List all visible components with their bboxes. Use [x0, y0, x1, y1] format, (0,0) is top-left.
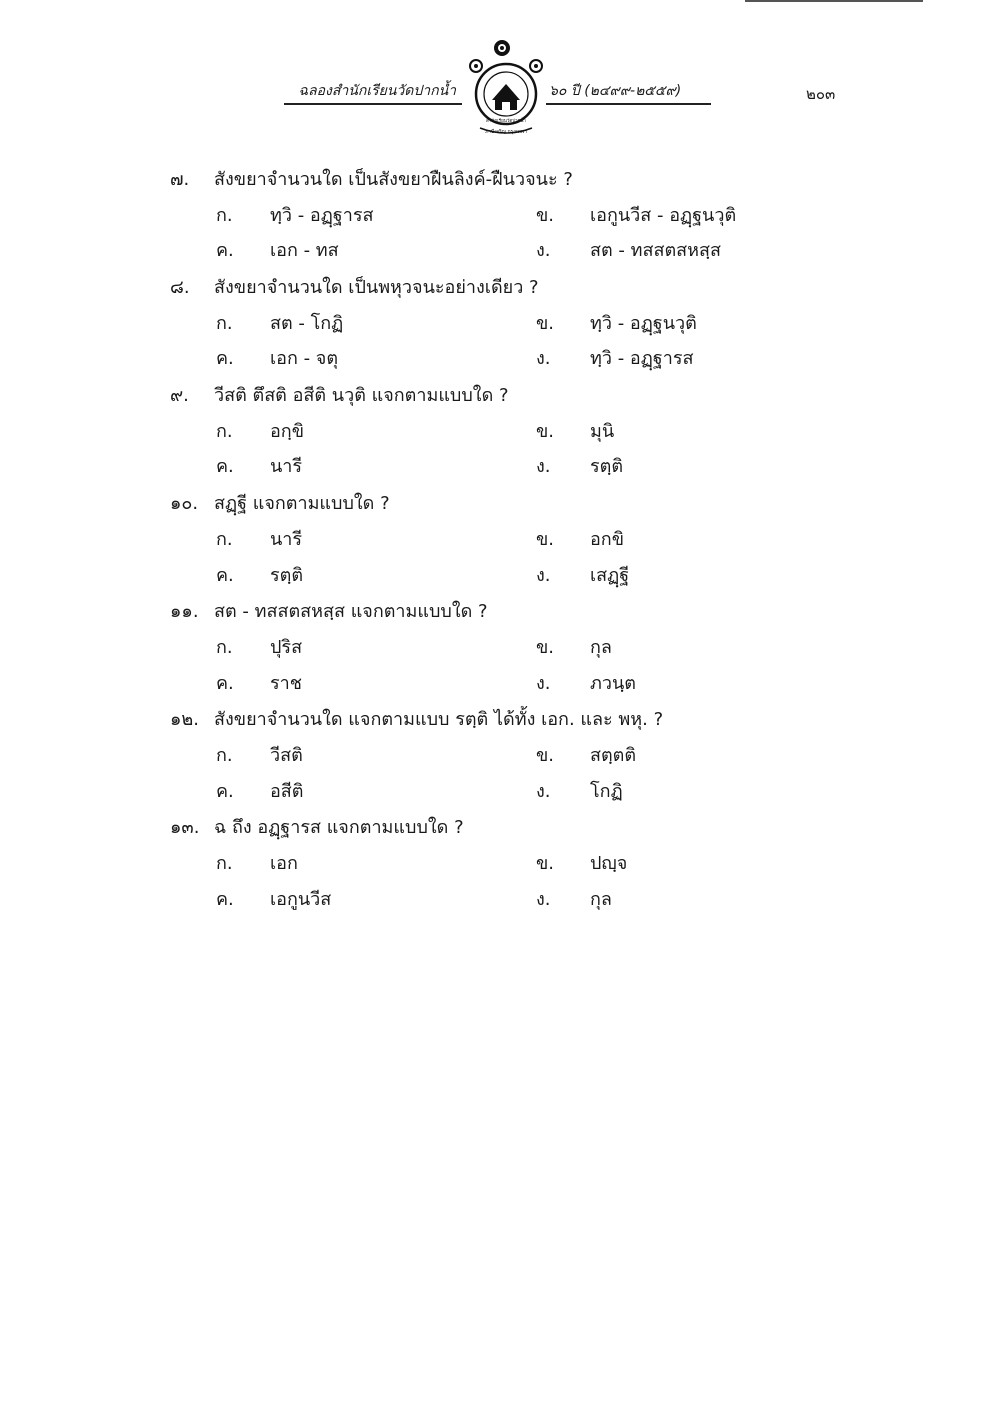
option-a — [216, 420, 304, 444]
question-text: ฉ ถึง อฏฺฐารส แจกตามแบบใด ? — [214, 817, 464, 838]
option-text: รตฺติ — [270, 565, 304, 586]
option-text: ทฺวิ - อฏฺฐารส — [270, 205, 374, 226]
header-right-title: ๖๐ ปี (๒๔๙๙-๒๕๕๙) — [549, 83, 682, 99]
option-a — [216, 636, 302, 660]
option-text: เอก - ทส — [270, 240, 339, 261]
question-7 — [170, 168, 573, 192]
option-a — [216, 204, 374, 228]
option-d — [536, 672, 636, 696]
top-edge-rule — [745, 0, 923, 2]
option-letter: ข. — [536, 421, 555, 442]
option-text: อกขิ — [590, 529, 625, 550]
option-text: วีสติ — [270, 745, 303, 766]
option-letter: ง. — [536, 240, 551, 261]
option-d — [536, 564, 629, 588]
option-c — [216, 239, 339, 263]
option-letter: ก. — [216, 853, 233, 874]
seal-inscription-top: สำนักเรียนวัดปากน้ำ — [486, 119, 526, 124]
option-letter: ข. — [536, 529, 555, 550]
option-letter: ง. — [536, 456, 551, 477]
option-letter: ข. — [536, 205, 555, 226]
option-letter: ก. — [216, 529, 233, 550]
option-b — [536, 528, 624, 552]
option-c — [216, 780, 304, 804]
option-text: สต - โกฏิ — [270, 313, 344, 334]
option-b — [536, 312, 697, 336]
question-number: ๑๓. — [170, 817, 200, 838]
option-text: นารี — [270, 456, 303, 477]
option-letter: ก. — [216, 637, 233, 658]
option-letter: ค. — [216, 565, 234, 586]
option-letter: ก. — [216, 745, 233, 766]
option-letter: ง. — [536, 565, 551, 586]
question-text: สฏฺฐี แจกตามแบบใด ? — [214, 493, 390, 514]
option-letter: ค. — [216, 781, 234, 802]
question-number: ๑๐. — [170, 493, 199, 514]
page-header — [0, 30, 1000, 140]
option-b — [536, 204, 736, 228]
option-text: เอกูนวีส - อฏฺฐนวุติ — [590, 205, 737, 226]
option-c — [216, 888, 331, 912]
question-text: สังขยาจำนวนใด เป็นสังขยาฝืนลิงค์-ฝืนวจนะ ? — [214, 169, 573, 190]
option-text: เอก - จตุ — [270, 348, 339, 369]
option-text: โกฏิ — [590, 781, 623, 802]
option-text: สตฺตติ — [590, 745, 637, 766]
option-text: สต - ทสสตสหสฺส — [590, 240, 721, 261]
question-9 — [170, 384, 509, 408]
option-text: กุล — [590, 889, 612, 910]
option-letter: ง. — [536, 781, 551, 802]
header-left-title: ฉลองสำนักเรียนวัดปากน้ำ — [298, 83, 456, 99]
option-letter: ค. — [216, 240, 234, 261]
option-c — [216, 347, 338, 371]
option-letter: ค. — [216, 889, 234, 910]
option-text: ปุริส — [270, 637, 303, 658]
option-letter: ข. — [536, 313, 555, 334]
question-text: วีสติ ตึสติ อสีติ นวุติ แจกตามแบบใด ? — [214, 385, 509, 406]
option-letter: ก. — [216, 205, 233, 226]
question-number: ๘. — [170, 277, 190, 298]
option-text: อกฺขิ — [270, 421, 305, 442]
option-letter: ก. — [216, 421, 233, 442]
option-letter: ค. — [216, 456, 234, 477]
seal-inscription: ภาษีเจริญ กรุงเทพฯ — [485, 129, 527, 135]
option-letter: ง. — [536, 889, 551, 910]
option-letter: ข. — [536, 853, 555, 874]
question-10 — [170, 492, 390, 516]
option-text: เอกูนวีส — [270, 889, 332, 910]
option-d — [536, 888, 612, 912]
option-text: กุล — [590, 637, 612, 658]
option-letter: ก. — [216, 313, 233, 334]
question-8 — [170, 276, 539, 300]
question-number: ๑๒. — [170, 709, 200, 730]
option-d — [536, 455, 623, 479]
option-c — [216, 672, 302, 696]
option-text: ปญฺจ — [590, 853, 628, 874]
option-a — [216, 744, 303, 768]
option-text: ภวนฺต — [590, 673, 636, 694]
option-letter: ค. — [216, 348, 234, 369]
question-number: ๑๑. — [170, 601, 199, 622]
question-text: สังขยาจำนวนใด เป็นพหุวจนะอย่างเดียว ? — [214, 277, 539, 298]
option-d — [536, 347, 694, 371]
option-text: อสีติ — [270, 781, 304, 802]
question-text: สังขยาจำนวนใด แจกตามแบบ รตฺติ ได้ทั้ง เอก. และ พหุ. ? — [214, 709, 664, 730]
option-text: เสฏฺฐี — [590, 565, 630, 586]
option-b — [536, 636, 612, 660]
option-text: นารี — [270, 529, 303, 550]
option-c — [216, 455, 302, 479]
option-letter: ง. — [536, 348, 551, 369]
option-letter: ง. — [536, 673, 551, 694]
option-d — [536, 780, 623, 804]
option-b — [536, 744, 636, 768]
page-number: ๒๐๓ — [806, 85, 836, 103]
option-text: ราช — [270, 673, 302, 694]
option-text: มุนิ — [590, 421, 615, 442]
option-c — [216, 564, 303, 588]
option-a — [216, 312, 343, 336]
question-text: สต - ทสสตสหสฺส แจกตามแบบใด ? — [214, 601, 488, 622]
option-letter: ข. — [536, 745, 555, 766]
option-b — [536, 420, 614, 444]
option-b — [536, 852, 627, 876]
header-right-underline — [546, 103, 711, 105]
option-a — [216, 852, 298, 876]
option-d — [536, 239, 721, 263]
option-letter: ข. — [536, 637, 555, 658]
header-left-underline — [284, 103, 462, 105]
question-number: ๙. — [170, 385, 189, 406]
question-number: ๗. — [170, 169, 190, 190]
question-11 — [170, 600, 488, 624]
option-letter: ค. — [216, 673, 234, 694]
option-text: รตฺติ — [590, 456, 624, 477]
question-12 — [170, 708, 663, 732]
option-a — [216, 528, 302, 552]
question-13 — [170, 816, 464, 840]
temple-seal-icon — [462, 34, 552, 140]
option-text: ทฺวิ - อฏฺฐนวุติ — [590, 313, 697, 334]
option-text: เอก — [270, 853, 298, 874]
option-text: ทฺวิ - อฏฺฐารส — [590, 348, 694, 369]
